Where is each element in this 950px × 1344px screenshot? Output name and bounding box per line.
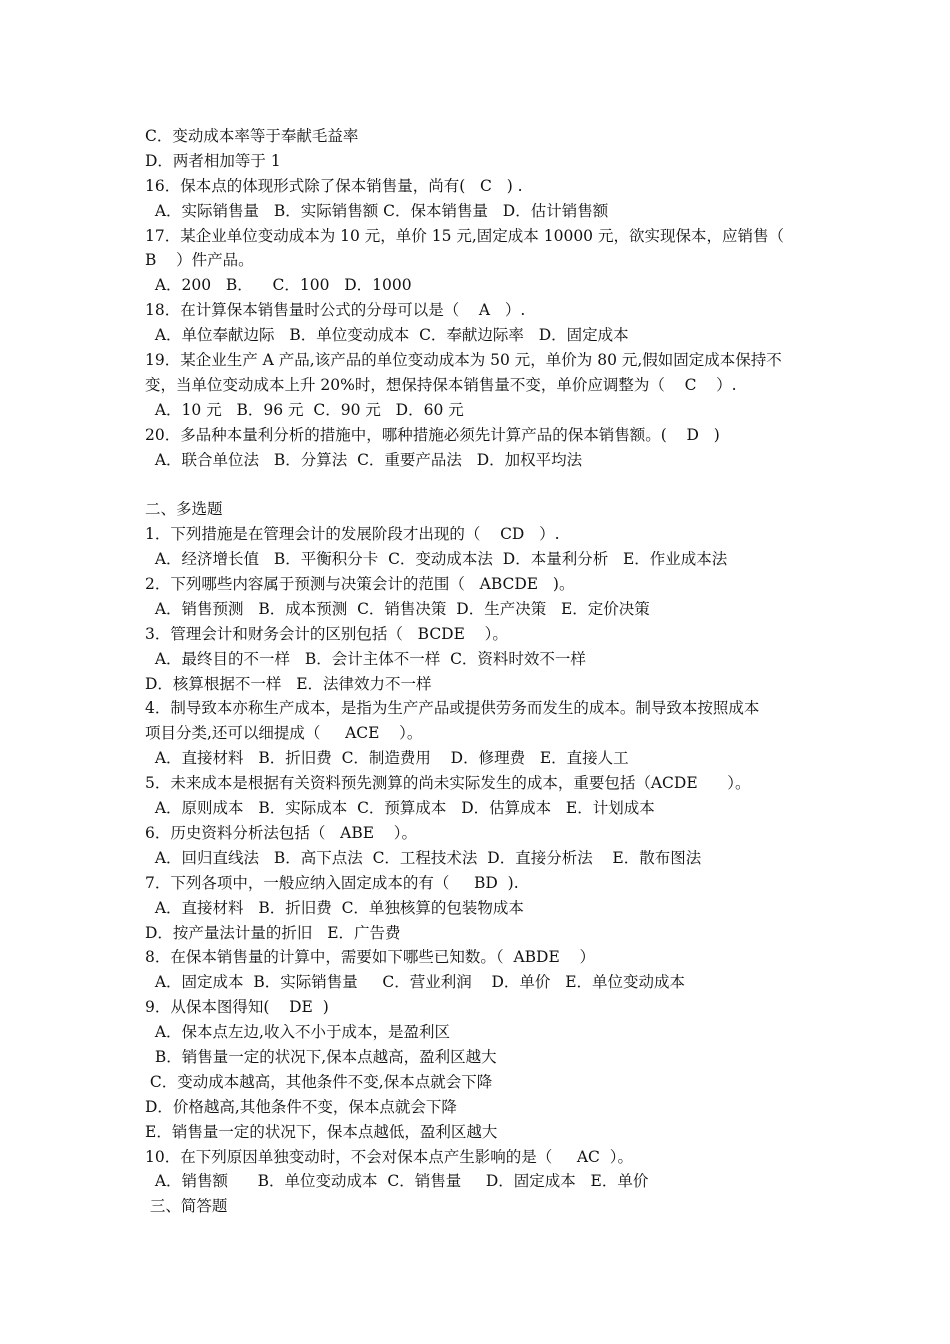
mc-question-7: 7．下列各项中，一般应纳入固定成本的有（ BD ). <box>145 873 519 892</box>
mc-question-8-options: A．固定成本 B．实际销售量 C．营业利润 D．单价 E．单位变动成本 <box>145 973 686 992</box>
mc-question-9-option-a: A．保本点左边,收入不小于成本，是盈利区 <box>145 1023 450 1042</box>
mc-question-9-option-d: D．价格越高,其他条件不变，保本点就会下降 <box>145 1097 457 1116</box>
mc-question-5-options: A．原则成本 B．实际成本 C．预算成本 D．估算成本 E．计划成本 <box>145 799 655 818</box>
mc-question-4-cont: 项目分类,还可以细提成（ ACE ）。 <box>145 724 423 743</box>
mc-question-3-options-cont: D．核算根据不一样 E．法律效力不一样 <box>145 674 432 693</box>
question-17-options: A．200 B． C．100 D．1000 <box>145 276 412 295</box>
question-19-cont: 变，当单位变动成本上升 20%时，想保持保本销售量不变，单价应调整为（ C ）. <box>145 375 737 394</box>
question-17-cont: B ）件产品。 <box>145 251 254 270</box>
mc-question-3-options: A．最终目的不一样 B．会计主体不一样 C．资料时效不一样 <box>145 649 586 668</box>
mc-question-9-option-c: C．变动成本越高，其他条件不变,保本点就会下降 <box>145 1072 493 1091</box>
mc-question-6: 6．历史资料分析法包括（ ABE ）。 <box>145 823 418 842</box>
question-19: 19．某企业生产 A 产品,该产品的单位变动成本为 50 元，单价为 80 元,假如固定成本保持不 <box>145 351 782 370</box>
mc-question-6-options: A．回归直线法 B．高下点法 C．工程技术法 D．直接分析法 E．散布图法 <box>145 848 702 867</box>
mc-question-9: 9．从保本图得知( DE ) <box>145 998 329 1017</box>
question-20: 20．多品种本量利分析的措施中，哪种措施必须先计算产品的保本销售额。( D ) <box>145 425 720 444</box>
question-16: 16．保本点的体现形式除了保本销售量，尚有( C ) . <box>145 176 523 195</box>
mc-question-9-option-b: B．销售量一定的状况下,保本点越高，盈利区越大 <box>145 1047 497 1066</box>
section-heading-short-answer: 三、简答题 <box>145 1197 228 1216</box>
section-heading-multiple-choice: 二、多选题 <box>145 500 223 519</box>
mc-question-2: 2．下列哪些内容属于预测与决策会计的范围（ ABCDE )。 <box>145 575 575 594</box>
mc-question-1: 1．下列措施是在管理会计的发展阶段才出现的（ CD ）. <box>145 525 560 544</box>
blank-line <box>145 472 815 497</box>
document-body <box>145 124 815 1219</box>
question-17: 17．某企业单位变动成本为 10 元，单价 15 元,固定成本 10000 元，欲实现保本，应销售（ <box>145 226 784 245</box>
question-18: 18．在计算保本销售量时公式的分母可以是（ A ）. <box>145 301 526 320</box>
question-20-options: A．联合单位法 B．分算法 C．重要产品法 D．加权平均法 <box>145 450 583 469</box>
option-d-line: D．两者相加等于 1 <box>145 151 281 170</box>
mc-question-1-options: A．经济增长值 B．平衡积分卡 C．变动成本法 D．本量利分析 E．作业成本法 <box>145 550 728 569</box>
mc-question-8: 8．在保本销售量的计算中，需要如下哪些已知数。（ ABDE ） <box>145 948 596 967</box>
mc-question-4: 4．制导致本亦称生产成本，是指为生产产品或提供劳务而发生的成本。制导致本按照成本 <box>145 699 760 718</box>
question-16-options: A．实际销售量 B．实际销售额 C．保本销售量 D．估计销售额 <box>145 201 609 220</box>
option-c-line: C．变动成本率等于奉献毛益率 <box>145 127 359 145</box>
mc-question-4-options: A．直接材料 B．折旧费 C．制造费用 D．修理费 E．直接人工 <box>145 749 629 768</box>
question-18-options: A．单位奉献边际 B．单位变动成本 C．奉献边际率 D．固定成本 <box>145 326 629 345</box>
mc-question-3: 3．管理会计和财务会计的区别包括（ BCDE ）。 <box>145 624 508 643</box>
mc-question-5: 5．未来成本是根据有关资料预先测算的尚未实际发生的成本，重要包括（ACDE ）。 <box>145 774 751 793</box>
mc-question-2-options: A．销售预测 B．成本预测 C．销售决策 D．生产决策 E．定价决策 <box>145 599 650 618</box>
mc-question-7-options-cont: D．按产量法计量的折旧 E．广告费 <box>145 923 401 942</box>
mc-question-9-option-e: E．销售量一定的状况下，保本点越低，盈利区越大 <box>145 1122 498 1141</box>
question-19-options: A．10 元 B．96 元 C．90 元 D．60 元 <box>145 400 464 419</box>
mc-question-10-options: A．销售额 B．单位变动成本 C．销售量 D．固定成本 E．单价 <box>145 1172 649 1191</box>
mc-question-10: 10．在下列原因单独变动时，不会对保本点产生影响的是（ AC ）。 <box>145 1147 634 1166</box>
mc-question-7-options: A．直接材料 B．折旧费 C．单独核算的包装物成本 <box>145 898 524 917</box>
